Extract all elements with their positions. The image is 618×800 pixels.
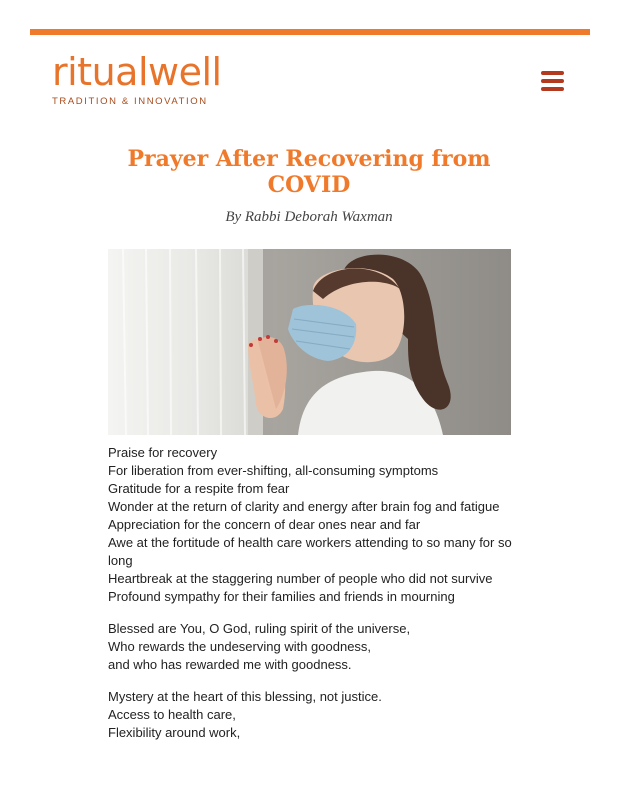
prayer-line: Access to health care, xyxy=(108,707,236,722)
title-line-2: COVID xyxy=(267,172,351,198)
praying-woman-mask-image xyxy=(108,249,511,435)
page-title xyxy=(80,146,538,198)
prayer-line: Who rewards the undeserving with goodness, xyxy=(108,639,372,654)
prayer-line: and who has rewarded me with goodness. xyxy=(108,657,352,672)
prayer-line: Appreciation for the concern of dear ones near and far xyxy=(108,517,421,532)
author-byline: By Rabbi Deborah Waxman xyxy=(225,209,393,225)
logo-wordmark: ritualwell xyxy=(52,50,222,94)
prayer-line: Awe at the fortitude of health care workers attending to so many for so long xyxy=(108,535,512,568)
hamburger-menu-icon[interactable] xyxy=(541,71,564,91)
prayer-line: For liberation from ever-shifting, all-consuming symptoms xyxy=(108,463,439,478)
prayer-line: Flexibility around work, xyxy=(108,725,241,740)
prayer-line: Mystery at the heart of this blessing, not justice. xyxy=(108,689,382,704)
prayer-line: Praise for recovery xyxy=(108,445,218,460)
logo-tagline: TRADITION & INNOVATION xyxy=(52,96,208,107)
site-logo[interactable] xyxy=(52,52,222,107)
article-photo xyxy=(108,249,511,435)
prayer-text xyxy=(108,444,512,756)
stanza-2 xyxy=(108,620,512,674)
prayer-line: Gratitude for a respite from fear xyxy=(108,481,290,496)
prayer-line: Profound sympathy for their families and friends in mourning xyxy=(108,589,455,604)
prayer-line: Blessed are You, O God, ruling spirit of the universe, xyxy=(108,621,411,636)
top-accent-bar xyxy=(30,29,590,35)
prayer-line: Wonder at the return of clarity and energy after brain fog and fatigue xyxy=(108,499,500,514)
stanza-3 xyxy=(108,688,512,742)
title-line-1: Prayer After Recovering from xyxy=(127,146,491,172)
prayer-line: Heartbreak at the staggering number of people who did not survive xyxy=(108,571,493,586)
stanza-1 xyxy=(108,444,512,606)
